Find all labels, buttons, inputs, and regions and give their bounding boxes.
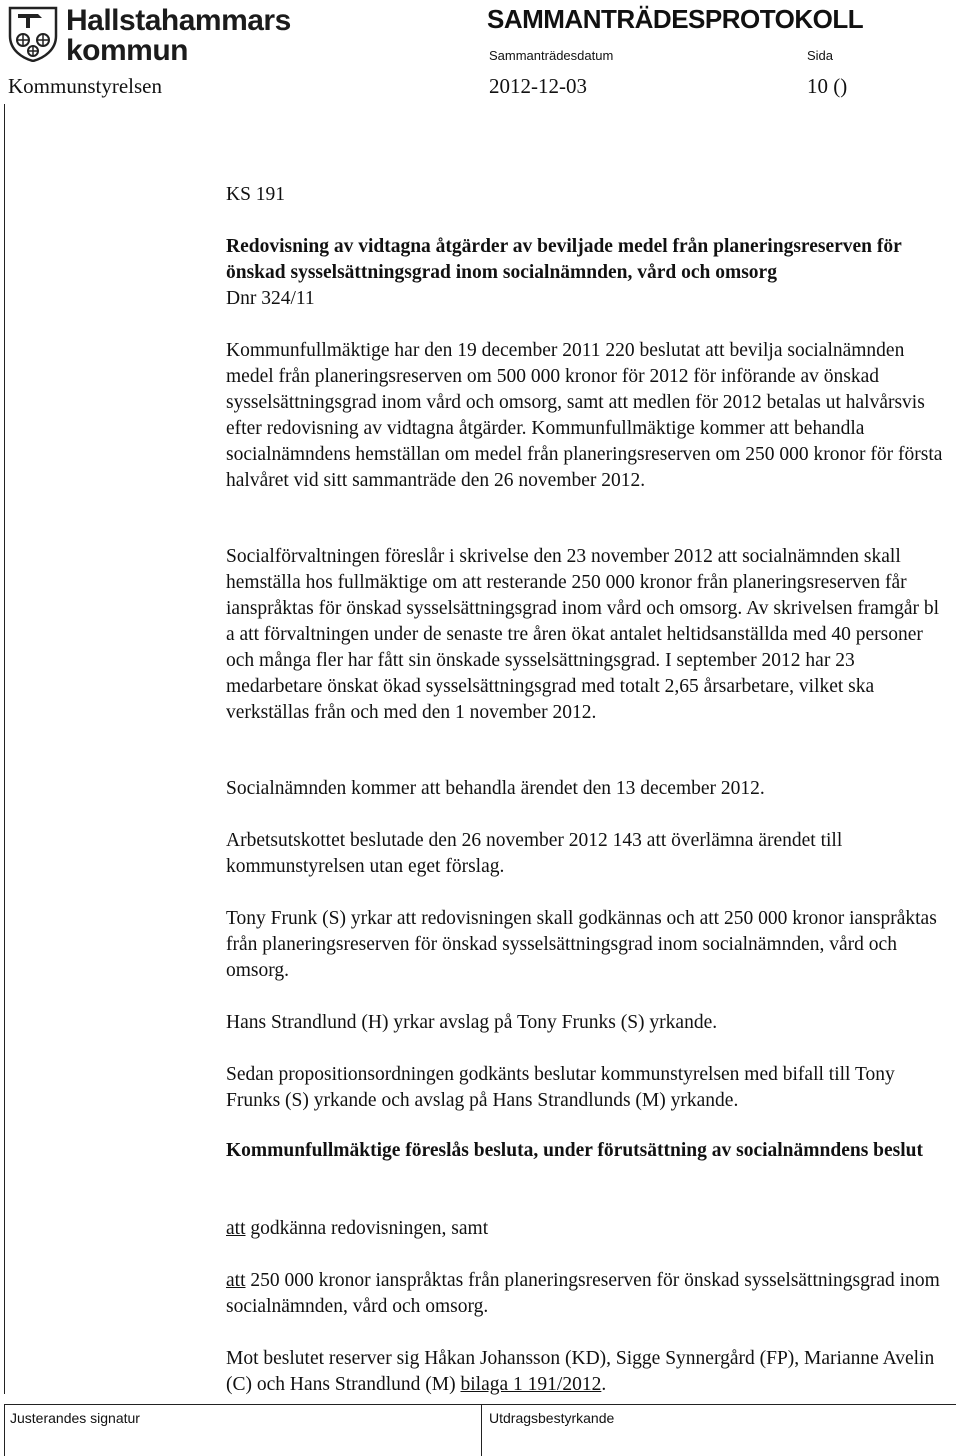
meeting-date: 2012-12-03 — [489, 74, 587, 98]
signature-label: Justerandes signatur — [10, 1410, 140, 1426]
footer-rule — [4, 1404, 956, 1405]
paragraph-background: Kommunfullmäktige har den 19 december 2011 220 beslutat att bevilja socialnämnden medel från planeringsreserven om 500 000 kronor för 2012 för införande av önskad sysselsättningsgrad inom vård och omsorg, samt att medlen för 2012 betalas ut halvårsvis efter redovisning av vidtagna åtgärder. Kommunfullmäktige kommer att behandla socialnämndens hemställan om medel från planeringsreserven om 250 000 kronor för första halvåret vid sitt sammanträde den 26 november 2012. — [226, 340, 943, 491]
document-type: SAMMANTRÄDESPROTOKOLL — [487, 4, 864, 34]
paragraph-decision: Sedan propositionsordningen godkänts beslutar kommunstyrelsen med bifall till Tony Frunks (S) yrkande och avslag på Hans Strandlunds (M) yrkande. — [226, 1064, 895, 1111]
proposal-item-text: godkänna redovisningen, samt — [245, 1218, 489, 1239]
section-number: KS 191 — [226, 184, 286, 205]
paragraph-motion: Tony Frunk (S) yrkar att redovisningen skall godkännas och att 250 000 kronor ianspråktas från planeringsreserven för önskad sysselsättningsgrad inom socialnämnden, vård och omsorg. — [226, 908, 937, 981]
attachment-link[interactable]: bilaga 1 191/2012 — [460, 1374, 602, 1395]
att-label: att — [226, 1218, 246, 1239]
footer-divider — [481, 1404, 482, 1456]
logo-org-line2: kommun — [66, 34, 189, 67]
reservation-paragraph — [226, 1346, 948, 1398]
date-label: Sammanträdesdatum — [489, 48, 614, 63]
diary-number: Dnr 324/11 — [226, 288, 315, 309]
paragraph-rejection: Hans Strandlund (H) yrkar avslag på Tony Frunks (S) yrkande. — [226, 1012, 718, 1033]
paragraph-proposal: Socialförvaltningen föreslår i skrivelse den 23 november 2012 att socialnämnden skall hemställa hos fullmäktige om att resterande 250 000 kronor från planeringsreserven får ianspråktas för önskad sysselsättningsgrad inom vård och omsorg. Av skrivelsen framgår bl a att förvaltningen under de senaste tre åren ökat antalet heltidsanställda med 40 personer och många fler har fått sin önskade sysselsättningsgrad. I september 2012 har 23 medarbetare önskat ökad sysselsättningsgrad med totalt 2,65 årsarbetare, vilket ska verkställas från och med den 1 november 2012. — [226, 546, 940, 723]
page-number: 10 () — [807, 74, 848, 98]
proposal-item — [226, 1216, 948, 1242]
paragraph-working-committee: Arbetsutskottet beslutade den 26 november 2012 143 att överlämna ärendet till kommunstyrelsen utan eget förslag. — [226, 830, 843, 877]
section-title: Redovisning av vidtagna åtgärder av beviljade medel från planeringsreserven för önskad sysselsättningsgrad inom socialnämnden, vård och omsorg — [226, 236, 902, 283]
committee-name: Kommunstyrelsen — [8, 74, 162, 98]
att-label: att — [226, 1270, 246, 1291]
reservation-end: . — [601, 1374, 607, 1395]
excerpt-label: Utdragsbestyrkande — [489, 1410, 615, 1426]
coat-of-arms-icon — [8, 6, 58, 62]
paragraph-social-committee: Socialnämnden kommer att behandla ärendet den 13 december 2012. — [226, 778, 765, 799]
proposal-item — [226, 1268, 948, 1320]
footer-divider — [4, 1404, 5, 1456]
logo-org-line1: Hallstahammars — [66, 4, 291, 37]
proposal-item-text: 250 000 kronor ianspråktas från planeringsreserven för önskad sysselsättningsgrad inom socialnämnden, vård och omsorg. — [226, 1270, 940, 1317]
proposal-heading: Kommunfullmäktige föreslås besluta, under förutsättning av socialnämndens beslut — [226, 1140, 924, 1161]
municipality-logo — [8, 4, 308, 67]
page-label: Sida — [807, 48, 834, 63]
margin-rule — [4, 104, 5, 1394]
reservation-text: Mot beslutet reserver sig Håkan Johansson (KD), Sigge Synnergård (FP), Marianne Avelin (C) och Hans Strandlund (M) — [226, 1348, 935, 1395]
